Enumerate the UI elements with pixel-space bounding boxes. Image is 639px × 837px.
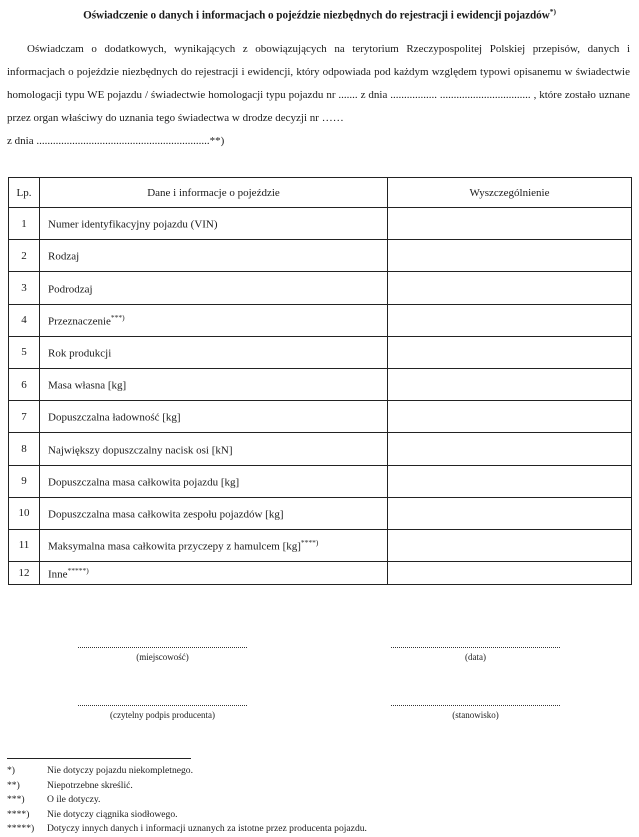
footnote-marker: **): [7, 779, 20, 791]
intro-paragraph: [7, 38, 630, 153]
footnote-text: Nie dotyczy pojazdu niekompletnego.: [47, 765, 193, 776]
row-label-cell: [40, 562, 388, 585]
row-label: Maksymalna masa całkowita przyczepy z hamulcem [kg]: [48, 540, 301, 553]
row-value-cell[interactable]: [388, 208, 632, 240]
row-label: Dopuszczalna masa całkowita zespołu pojazdów [kg]: [48, 508, 284, 521]
row-label-cell: [40, 401, 388, 433]
header-lp: Lp.: [9, 178, 40, 208]
row-value-cell[interactable]: [388, 304, 632, 336]
row-value-cell[interactable]: [388, 401, 632, 433]
footnote-text: Dotyczy innych danych i informacji uznanych za istotne przez producenta pojazdu.: [47, 823, 367, 834]
row-number: 5: [9, 336, 40, 368]
title-text: Oświadczenie o danych i informacjach o pojeździe niezbędnych do rejestracji i ewidencji pojazdów: [83, 9, 550, 22]
row-value-cell[interactable]: [388, 336, 632, 368]
row-label: Inne: [48, 568, 68, 581]
footnote-text: Niepotrzebne skreślić.: [47, 779, 133, 791]
row-label-cell: [40, 272, 388, 304]
row-number: 8: [9, 433, 40, 465]
row-number: 12: [9, 562, 40, 585]
signature-dotted-line[interactable]: [78, 698, 247, 706]
table-row: [9, 529, 632, 561]
row-value-cell[interactable]: [388, 562, 632, 585]
table-row: [9, 272, 632, 304]
footnote-item: [7, 822, 367, 837]
footnote-item: [7, 793, 367, 808]
row-footnote-marker: ***): [110, 312, 125, 322]
table-body: [9, 208, 632, 585]
row-number: 6: [9, 368, 40, 400]
footnote-marker: ***): [7, 794, 25, 805]
row-label: Masa własna [kg]: [48, 379, 127, 392]
footnotes: [7, 764, 367, 837]
table-row: [9, 208, 632, 240]
header-data: Dane i informacje o pojeździe: [40, 178, 388, 208]
position-caption: (stanowisko): [452, 710, 499, 720]
row-footnote-marker: ****): [300, 538, 319, 548]
row-label-cell: [40, 336, 388, 368]
table-row: [9, 465, 632, 497]
row-label-cell: [40, 208, 388, 240]
document-title: [0, 7, 639, 22]
table-row: [9, 336, 632, 368]
row-label-cell: [40, 433, 388, 465]
row-label: Podrodzaj: [48, 283, 93, 296]
date-dotted-line[interactable]: [391, 640, 560, 648]
header-details: Wyszczególnienie: [388, 178, 632, 208]
row-label: Przeznaczenie: [48, 315, 111, 328]
table-row: [9, 304, 632, 336]
row-number: 4: [9, 304, 40, 336]
table-row: [9, 433, 632, 465]
row-value-cell[interactable]: [388, 433, 632, 465]
table-row: [9, 401, 632, 433]
row-number: 9: [9, 465, 40, 497]
table-row: [9, 240, 632, 272]
row-number: 2: [9, 240, 40, 272]
row-label: Największy dopuszczalny nacisk osi [kN]: [48, 444, 233, 457]
place-dotted-line[interactable]: [78, 640, 247, 648]
table-row: [9, 497, 632, 529]
row-label-cell: [40, 529, 388, 561]
row-number: 3: [9, 272, 40, 304]
footnote-item: [7, 808, 367, 823]
row-label: Numer identyfikacyjny pojazdu (VIN): [48, 218, 218, 231]
row-label-cell: [40, 465, 388, 497]
footnote-marker: *****): [7, 823, 35, 834]
footnote-text: O ile dotyczy.: [47, 794, 101, 805]
row-number: 10: [9, 497, 40, 529]
row-number: 11: [9, 529, 40, 561]
vehicle-data-table: [8, 177, 632, 585]
row-label: Dopuszczalna ładowność [kg]: [48, 412, 181, 425]
position-dotted-line[interactable]: [391, 698, 560, 706]
table-row: [9, 368, 632, 400]
row-footnote-marker: *****): [67, 565, 89, 575]
footnote-marker: *): [7, 765, 15, 776]
row-value-cell[interactable]: [388, 465, 632, 497]
row-value-cell[interactable]: [388, 240, 632, 272]
row-number: 7: [9, 401, 40, 433]
footnote-divider: [7, 758, 191, 759]
footnote-item: [7, 764, 367, 779]
place-signature-field: [75, 640, 250, 662]
position-signature-field: [388, 698, 563, 720]
date-signature-field: [388, 640, 563, 662]
footnote-marker: ****): [7, 808, 30, 820]
row-number: 1: [9, 208, 40, 240]
producer-signature-field: [75, 698, 250, 720]
row-label: Rok produkcji: [48, 347, 112, 360]
row-label: Rodzaj: [48, 251, 80, 264]
place-caption: (miejscowość): [136, 652, 189, 662]
row-label-cell: [40, 240, 388, 272]
table-row: [9, 562, 632, 585]
row-label-cell: [40, 304, 388, 336]
row-value-cell[interactable]: [388, 272, 632, 304]
row-value-cell[interactable]: [388, 497, 632, 529]
row-label-cell: [40, 368, 388, 400]
signature-caption: (czytelny podpis producenta): [110, 710, 215, 720]
row-value-cell[interactable]: [388, 529, 632, 561]
row-label: Dopuszczalna masa całkowita pojazdu [kg]: [48, 476, 240, 489]
footnote-item: [7, 779, 367, 794]
intro-last-line: z dnia ...............................................................**): [7, 135, 225, 147]
table-header-row: [9, 178, 632, 208]
intro-text: Oświadczam o dodatkowych, wynikających z obowiązujących na terytorium Rzeczypospolitej Polskiej przepisów, danych i informacjach o pojeździe niezbędnych do rejestracji i ewidencji, który odpowiada pod każdym względem typowi opisanemu w świadectwie homologacji typu WE pojazdu / świadectwie homologacji typu pojazdu nr ....... z dnia ................. ................................. , które zostało uznane przez organ właściwy do uznania tego świadectwa w drodze decyzji nr ……: [7, 43, 630, 124]
row-label-cell: [40, 497, 388, 529]
title-footnote-marker: *): [549, 7, 556, 16]
footnote-text: Nie dotyczy ciągnika siodłowego.: [47, 808, 178, 820]
date-caption: (data): [465, 652, 486, 662]
row-value-cell[interactable]: [388, 368, 632, 400]
